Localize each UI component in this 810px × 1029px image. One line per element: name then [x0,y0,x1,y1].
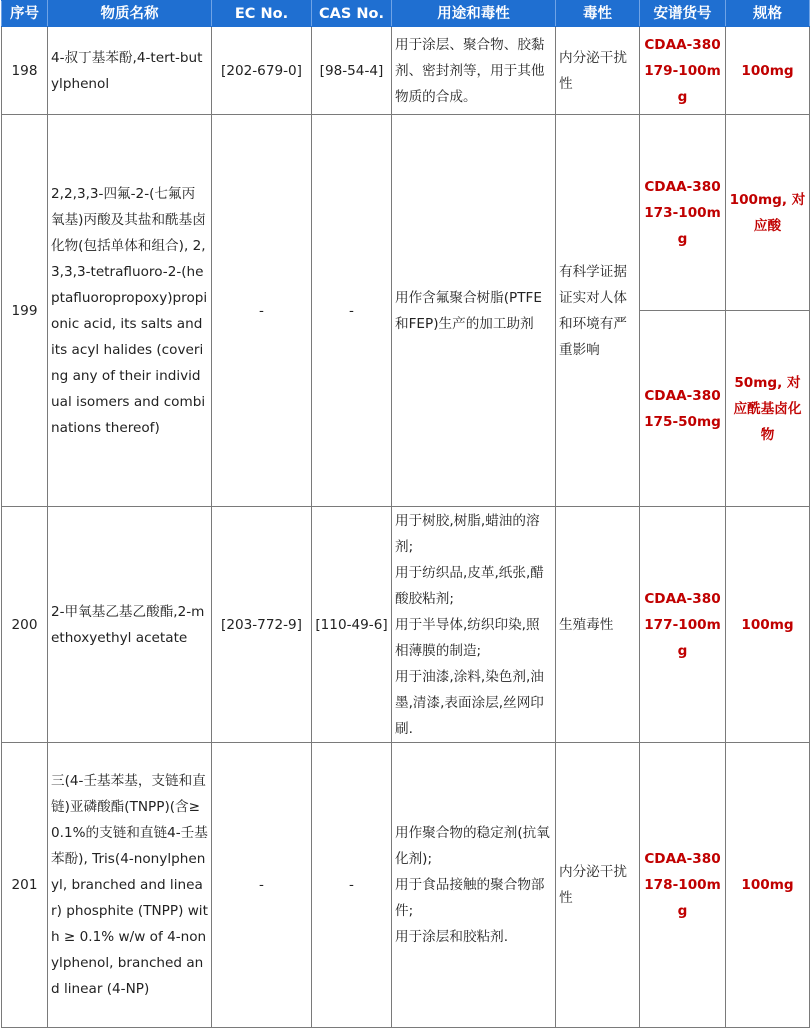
header-name: 物质名称 [48,1,212,27]
cell-product-code: CDAA-380178-100mg [640,743,726,1028]
cell-cas: - [312,743,392,1028]
cell-product-code: CDAA-380179-100mg [640,27,726,115]
cell-use: 用于树胶,树脂,蜡油的溶剂; 用于纺织品,皮革,纸张,醋酸胶粘剂; 用于半导体,纺织印染,照相薄膜的制造; 用于油漆,涂料,染色剂,油墨,清漆,表面涂层,丝网印刷. [392,507,556,743]
header-row [2,1,810,27]
table-row [2,27,810,115]
header-no: 序号 [2,1,48,27]
cell-spec: 100mg [726,507,810,743]
cell-no: 201 [2,743,48,1028]
cell-name: 三(4-壬基苯基，支链和直链)亚磷酸酯(TNPP)(含≥0.1%的支链和直链4-壬基苯酚), Tris(4-nonylphenyl, branched and linear) phosphite (TNPP) with ≥ 0.1% w/w of 4-nonylphenol, branched and linear (4-NP) [48,743,212,1028]
cell-toxicity: 生殖毒性 [556,507,640,743]
cell-ec: - [212,115,312,507]
substance-table [1,0,810,1028]
cell-cas: [98-54-4] [312,27,392,115]
table-row [2,743,810,1028]
cell-no: 200 [2,507,48,743]
cell-use: 用作含氟聚合树脂(PTFE和FEP)生产的加工助剂 [392,115,556,507]
cell-ec: [202-679-0] [212,27,312,115]
cell-ec: - [212,743,312,1028]
cell-toxicity: 内分泌干扰性 [556,27,640,115]
cell-name: 4-叔丁基苯酚,4-tert-butylphenol [48,27,212,115]
cell-use: 用作聚合物的稳定剂(抗氧化剂); 用于食品接触的聚合物部件; 用于涂层和胶粘剂. [392,743,556,1028]
cell-name: 2,2,3,3-四氟-2-(七氟丙氧基)丙酸及其盐和酰基卤化物(包括单体和组合), 2,3,3,3-tetrafluoro-2-(heptafluoropropoxy)propionic acid, its salts and its acyl halides (covering any of their individual isomers and combinations thereof) [48,115,212,507]
header-use: 用途和毒性 [392,1,556,27]
header-ec: EC No. [212,1,312,27]
cell-cas: - [312,115,392,507]
cell-product-code: CDAA-380173-100mg [640,115,726,311]
cell-name: 2-甲氧基乙基乙酸酯,2-methoxyethyl acetate [48,507,212,743]
cell-spec: 100mg [726,743,810,1028]
cell-spec: 100mg [726,27,810,115]
cell-spec: 50mg, 对应酰基卤化物 [726,311,810,507]
cell-no: 198 [2,27,48,115]
cell-ec: [203-772-9] [212,507,312,743]
header-spec: 规格 [726,1,810,27]
cell-toxicity: 有科学证据证实对人体和环境有严重影响 [556,115,640,507]
cell-spec: 100mg, 对应酸 [726,115,810,311]
cell-toxicity: 内分泌干扰性 [556,743,640,1028]
cell-no: 199 [2,115,48,507]
header-toxicity: 毒性 [556,1,640,27]
table-row [2,115,810,311]
table-row [2,507,810,743]
cell-product-code: CDAA-380177-100mg [640,507,726,743]
cell-product-code: CDAA-380175-50mg [640,311,726,507]
cell-use: 用于涂层、聚合物、胶黏剂、密封剂等，用于其他物质的合成。 [392,27,556,115]
header-cas: CAS No. [312,1,392,27]
cell-cas: [110-49-6] [312,507,392,743]
header-product-code: 安谱货号 [640,1,726,27]
